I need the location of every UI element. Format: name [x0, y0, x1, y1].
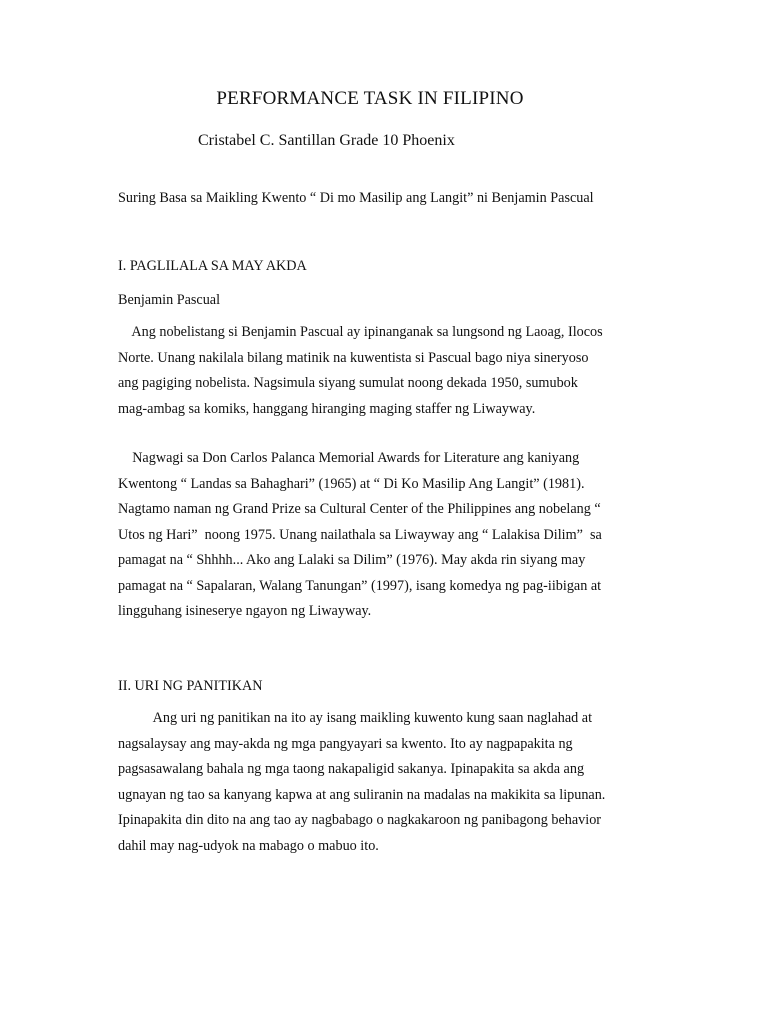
paragraph-awards: [118, 446, 658, 625]
paragraph-line: pamagat na “ Shhhh... Ako ang Lalaki sa Dilim” (1976). May akda rin siyang may: [118, 552, 586, 568]
paragraph-line: pagsasawalang bahala ng mga taong nakapaligid sakanya. Ipinapakita sa akda ang: [118, 761, 585, 777]
paragraph-line: Ang nobelistang si Benjamin Pascual ay ipinanganak sa lungsond ng Laoag, Ilocos: [118, 324, 603, 340]
paragraph-line: Ang uri ng panitikan na ito ay isang maikling kuwento kung saan naglahad at: [118, 710, 593, 726]
section-heading-uri-ng-panitikan: II. URI NG PANITIKAN: [118, 678, 263, 694]
paragraph-line: Nagtamo naman ng Grand Prize sa Cultural Center of the Philippines ang nobelang “: [118, 501, 601, 517]
paragraph-line: nagsalaysay ang may-akda ng mga pangyayari sa kwento. Ito ay nagpapakita ng: [118, 735, 573, 752]
paragraph-line: Ipinapakita din dito na ang tao ay nagbabago o nagkakaroon ng panibagong behavior: [118, 812, 602, 828]
paragraph-line: Norte. Unang nakilala bilang matinik na kuwentista si Pascual bago niya sineryoso: [118, 349, 589, 366]
paragraph-line: dahil may nag-udyok na mabago o mabuo ito.: [118, 837, 379, 854]
paragraph-author-bio: [118, 320, 658, 422]
paragraph-line: Utos ng Hari” noong 1975. Unang nailathala sa Liwayway ang “ Lalakisa Dilim” sa: [118, 526, 602, 543]
document-subtitle: Suring Basa sa Maikling Kwento “ Di mo Masilip ang Langit” ni Benjamin Pascual: [118, 190, 594, 206]
paragraph-line: Nagwagi sa Don Carlos Palanca Memorial Awards for Literature ang kaniyang: [118, 450, 580, 466]
document-title: PERFORMANCE TASK IN FILIPINO: [216, 88, 524, 109]
paragraph-line: pamagat na “ Sapalaran, Walang Tanungan” (1997), isang komedya ng pag-iibigan at: [118, 577, 602, 594]
paragraph-uri-ng-panitikan: [118, 706, 658, 859]
paragraph-line: ugnayan ng tao sa kanyang kapwa at ang suliranin na madalas na makikita sa lipunan.: [118, 786, 606, 803]
paragraph-line: Kwentong “ Landas sa Bahaghari” (1965) at “ Di Ko Masilip Ang Langit” (1981).: [118, 475, 585, 492]
author-line: Cristabel C. Santillan Grade 10 Phoenix: [198, 132, 455, 149]
section-heading-paglilala: I. PAGLILALA SA MAY AKDA: [118, 258, 307, 274]
paragraph-line: mag-ambag sa komiks, hanggang hiranging maging staffer ng Liwayway.: [118, 400, 536, 417]
subheading-author-name: Benjamin Pascual: [118, 292, 221, 308]
paragraph-line: lingguhang isineserye ngayon ng Liwayway.: [118, 603, 372, 619]
paragraph-line: ang pagiging nobelista. Nagsimula siyang sumulat noong dekada 1950, sumubok: [118, 375, 578, 391]
